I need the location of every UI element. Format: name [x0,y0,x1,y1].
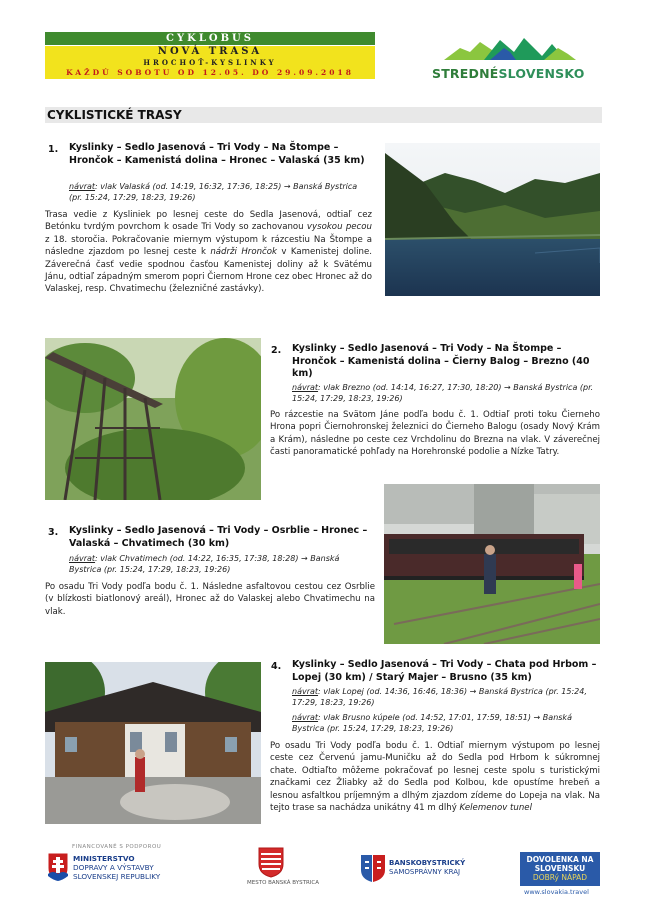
route-3-title: Kyslinky – Sedlo Jasenová – Tri Vody – Osrblie – Hronec – Valaská – Chvatimech (30 km) [69,525,368,549]
region-coat-of-arms-icon [360,854,386,884]
route-4-return-brusno: návrat: vlak Brusno kúpele (od. 14:52, 17:01, 17:59, 18:51) → Banská Bystrica (pr. 15:24, 17:29, 18:23, 19:26) [292,713,572,733]
region-name: BANSKOBYSTRICKÝ SAMOSPRÁVNY KRAJ [389,859,466,876]
route-3-return: návrat: vlak Chvatimech (od. 14:22, 16:35, 17:38, 18:28) → Banská Bystrica (pr. 15:24, 17:29, 18:23, 19:26) [69,554,340,574]
route-2-title: Kyslinky – Sedlo Jasenová – Tri Vody – Na Štompe – Hrončok – Kamenistá dolina – Čierny Balog – Brezno (40 km) [292,343,590,379]
header-banner [45,32,375,79]
ministry-name: MINISTERSTVO DOPRAVY A VÝSTAVBY SLOVENSKEJ REPUBLIKY [73,854,161,881]
logo-light: SLOVENSKO [498,66,585,81]
spa-building-photo [45,662,261,824]
bridge-photo [45,338,261,500]
route-4-number: 4. [271,661,282,672]
banner-subtitle: NOVÁ TRASA [45,46,375,58]
route-2-number: 2. [271,345,282,356]
route-1-return: návrat: vlak Valaská (od. 14:19, 16:32, 17:36, 18:25) → Banská Bystrica (pr. 15:24, 17:29, 18:23, 19:26) [69,182,358,202]
slovak-coat-of-arms-icon [47,852,69,882]
route-2-description: Po rázcestie na Svätom Jáne podľa bodu č. 1. Odtiaľ proti toku Čierneho Hrona popri Čiernohronskej železnici do Čierneho Balogu (osady Nový Krám a Krám), následne po ceste cez Vrchdolinu do Brezna na vlak. V záverečnej časti panoramatické pohľady na Horehronské podolie a Nízke Tatry. [270,410,600,458]
footer-support-label: FINANCOVANÉ S PODPOROU [72,844,162,850]
route-1-number: 1. [48,144,59,155]
logo-text [432,66,585,81]
train-photo [384,484,600,644]
stredne-slovensko-logo-icon [440,34,600,64]
route-3-number: 3. [48,527,59,538]
route-4-description: Po osadu Tri Vody podľa bodu č. 1. Odtiaľ miernym výstupom po lesnej ceste cez Červenú jamu-Muničku až do Sedla pod Hrbom k súkromnej chate. Odtiaľto môžeme pokračovať po lesnej ceste spolu s turistickými značkami cez Žliabky až do Sedla pod Kolbou, kde opustíme hrebeň a lesnou asfaltkou príjemným a dlhým zjazdom zídeme do Lopeja na vlak. Na tejto trase sa nachádza unikátny 41 m dlhý Kelemenov tunel [270,741,600,814]
section-title: CYKLISTICKÉ TRASY [45,107,602,123]
banner-title: CYKLOBUS [45,32,375,45]
logo-bold: STREDNÉ [432,66,499,81]
slovakia-travel-url: www.slovakia.travel [524,888,589,896]
banner-schedule: KAŽDÚ SOBOTU OD 12.05. DO 29.09.2018 [45,67,375,79]
banska-bystrica-coat-of-arms-icon [257,846,285,878]
lake-photo [385,143,600,296]
route-4-title: Kyslinky – Sedlo Jasenová – Tri Vody – Chata pod Hrbom – Lopej (30 km) / Starý Majer – Brusno (35 km) [292,659,597,683]
route-2-return: návrat: vlak Brezno (od. 14:14, 16:27, 17:30, 18:20) → Banská Bystrica (pr. 15:24, 17:29, 18:23, 19:26) [292,383,594,403]
route-1-description: Trasa vedie z Kysliniek po lesnej ceste do Sedla Jasenová, odtiaľ cez Betónku tvrdým povrchom k osade Tri Vody so zachovanou vysokou pecou z 18. storočia. Pokračovanie miernym výstupom k rázcestiu Na Štompe a následne zjazdom po lesnej ceste k nádrži Hrončok v Kamenistej doline. Záverečná časť vedie spodnou časťou Kamenistej doliny až k Svätému Jánu, odtiaľ západným smerom popri Čiernom Hrone cez obec Hronec až do Valaskej, resp. Chvatimechu (železničné zastávky). [45,210,373,295]
banner-route: HROCHOŤ-KYSLINKY [45,58,375,67]
city-name: MESTO BANSKÁ BYSTRICA [247,880,320,886]
route-3-description: Po osadu Tri Vody podľa bodu č. 1. Následne asfaltovou cestou cez Osrblie (v blízkosti biatlonový areál), Hronec až do Valaskej alebo Chvatimechu na vlak. [45,582,375,617]
route-4-return-lopej: návrat: vlak Lopej (od. 14:36, 16:46, 18:36) → Banská Bystrica (pr. 15:24, 17:29, 18:23, 19:26) [292,687,587,707]
route-1-title: Kyslinky – Sedlo Jasenová – Tri Vody – Na Štompe – Hrončok – Kamenistá dolina – Hronec – Valaská (35 km) [69,142,365,166]
slovakia-travel-badge: DOVOLENKA NA SLOVENSKU DOBRý NÁPAD [520,852,600,886]
